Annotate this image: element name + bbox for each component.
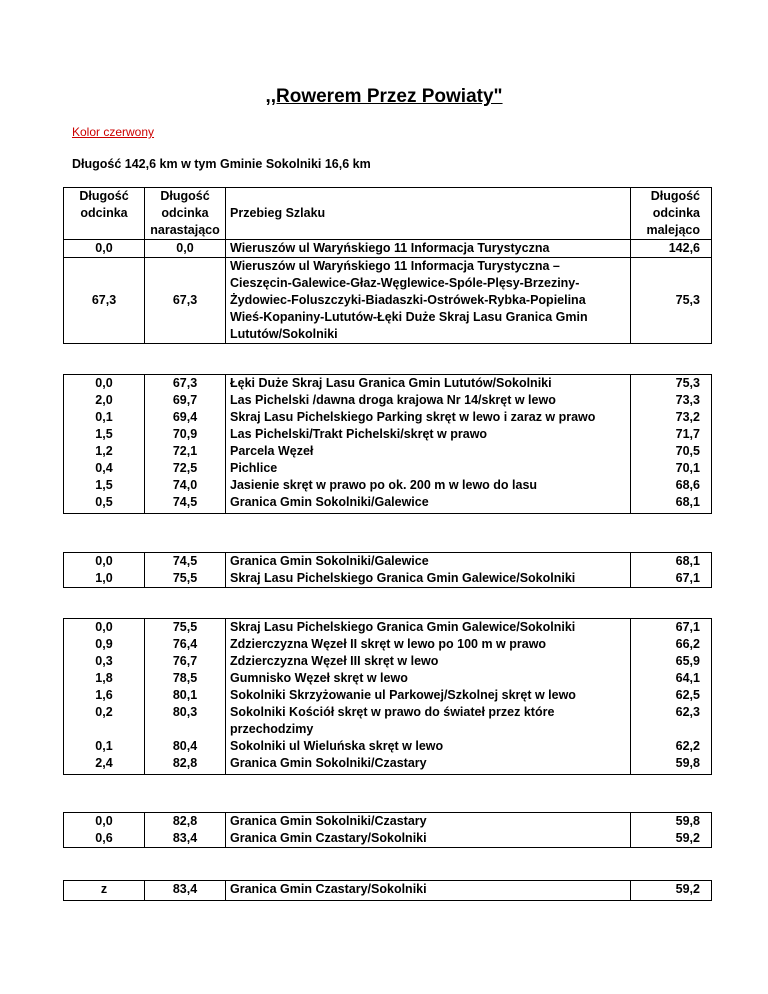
segment-length-cell: z xyxy=(64,881,145,901)
header-segment-length: Długość odcinka xyxy=(64,188,145,240)
route-section-table xyxy=(63,374,712,514)
header-cumulative-length: Długość odcinka narastająco xyxy=(145,188,226,240)
table-row: 67,3 67,3 Wieruszów ul Waryńskiego 11 Informacja Turystyczna – Cieszęcin-Galewice-Głaz-Węglewice-Spóle-Plęsy-Brzeziny- Żydowiec-Foluszczyki-Biadaszki-Ostrówek-Rybka-Popielina Wieś-Kopaniny-Lututów-Łęki Duże Skraj Lasu Granica Gmin Lututów/Sokolniki 75,3 xyxy=(64,258,712,344)
descending-length-cell: 59,2 xyxy=(631,881,712,901)
cumulative-length-cell: 83,4 xyxy=(145,881,226,901)
route-course-cell: Łęki Duże Skraj Lasu Granica Gmin Lututów/Sokolniki Las Pichelski /dawna droga krajowa Nr 14/skręt w lewo Skraj Lasu Pichelskiego Parking skręt w lewo i zaraz w prawo Las Pichelski/Trakt Pichelski/skręt w prawo Parcela Węzeł Pichlice Jasienie skręt w prawo po ok. 200 m w lewo do lasu Granica Gmin Sokolniki/Galewice xyxy=(226,375,631,514)
table-row xyxy=(64,881,712,901)
descending-length-cell: 68,1 67,1 xyxy=(631,553,712,588)
route-length-summary: Długość 142,6 km w tym Gminie Sokolniki 16,6 km xyxy=(72,157,371,171)
route-section-table xyxy=(63,812,712,848)
table-row xyxy=(64,553,712,588)
header-descending-length: Długość odcinka malejąco xyxy=(631,188,712,240)
descending-length-cell: 59,8 59,2 xyxy=(631,813,712,848)
cumulative-length-cell: 74,5 75,5 xyxy=(145,553,226,588)
route-header-table xyxy=(63,187,712,344)
route-course-cell: Granica Gmin Sokolniki/Galewice Skraj Lasu Pichelskiego Granica Gmin Galewice/Sokolniki xyxy=(226,553,631,588)
segment-length-cell: 0,0 1,0 xyxy=(64,553,145,588)
table-row: 0,0 0,0 Wieruszów ul Waryńskiego 11 Informacja Turystyczna 142,6 xyxy=(64,240,712,258)
descending-length-cell: 75,3 73,3 73,2 71,7 70,5 70,1 68,6 68,1 xyxy=(631,375,712,514)
cumulative-length-cell: 67,3 69,7 69,4 70,9 72,1 72,5 74,0 74,5 xyxy=(145,375,226,514)
route-course-cell: Granica Gmin Sokolniki/Czastary Granica Gmin Czastary/Sokolniki xyxy=(226,813,631,848)
header-route-course: Przebieg Szlaku xyxy=(226,188,631,240)
segment-length-cell: 0,0 0,6 xyxy=(64,813,145,848)
table-row xyxy=(64,619,712,775)
descending-length-cell: 67,1 66,2 65,9 64,1 62,5 62,3 62,2 59,8 xyxy=(631,619,712,775)
route-color-label: Kolor czerwony xyxy=(72,125,155,139)
route-section-table xyxy=(63,880,712,901)
cumulative-length-cell: 75,5 76,4 76,7 78,5 80,1 80,3 80,4 82,8 xyxy=(145,619,226,775)
route-section-table xyxy=(63,552,712,588)
route-section-table xyxy=(63,618,712,775)
cumulative-length-cell: 82,8 83,4 xyxy=(145,813,226,848)
page-title: ,,Rowerem Przez Powiaty" xyxy=(265,86,503,107)
table-row xyxy=(64,813,712,848)
segment-length-cell: 0,0 0,9 0,3 1,8 1,6 0,2 0,1 2,4 xyxy=(64,619,145,775)
route-course-cell: Skraj Lasu Pichelskiego Granica Gmin Galewice/Sokolniki Zdzierczyzna Węzeł II skręt w lewo po 100 m w prawo Zdzierczyzna Węzeł III skręt w lewo Gumnisko Węzeł skręt w lewo Sokolniki Skrzyżowanie ul Parkowej/Szkolnej skręt w lewo Sokolniki Kościół skręt w prawo do świateł przez które przechodzimy Sokolniki ul Wieluńska skręt w lewo Granica Gmin Sokolniki/Czastary xyxy=(226,619,631,775)
table-row xyxy=(64,375,712,514)
segment-length-cell: 0,0 2,0 0,1 1,5 1,2 0,4 1,5 0,5 xyxy=(64,375,145,514)
route-course-cell: Granica Gmin Czastary/Sokolniki xyxy=(226,881,631,901)
